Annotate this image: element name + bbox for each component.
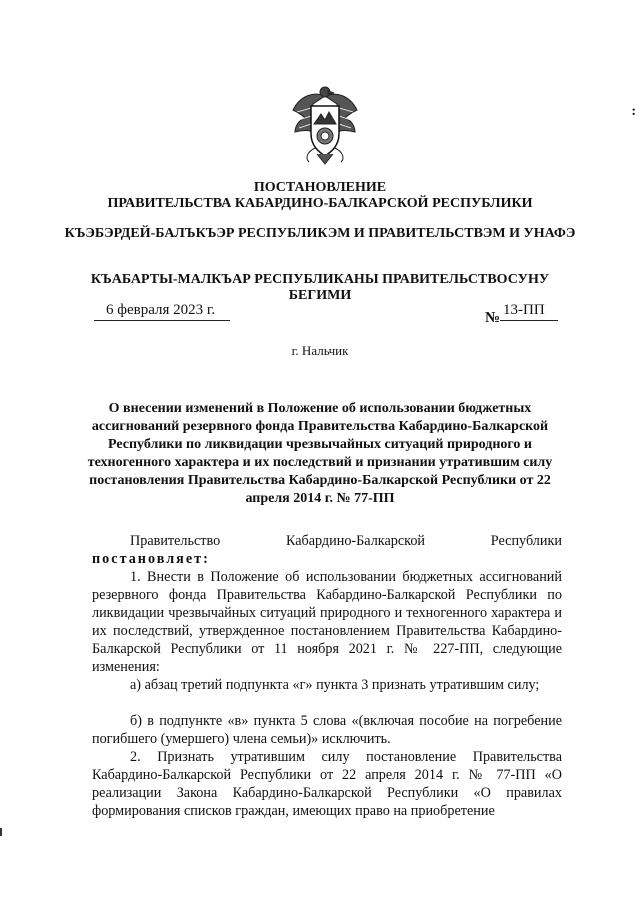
document-number: 13-ПП: [503, 302, 545, 318]
intro-word-1: Правительство: [130, 533, 221, 549]
paragraph-1a: а) абзац третий подпункта «г» пункта 3 признать утратившим силу;: [130, 677, 540, 693]
margin-mark: :: [631, 104, 636, 119]
issuing-authority-ru: ПРАВИТЕЛЬСТВА КАБАРДИНО-БАЛКАРСКОЙ РЕСПУБЛИКИ: [107, 196, 533, 211]
resolves-word: постановляет:: [92, 551, 210, 567]
document-date: 6 февраля 2023 г.: [106, 302, 216, 318]
intro-word-2: Кабардино-Балкарской: [285, 533, 426, 549]
intro-word-3: Республики: [490, 533, 562, 549]
number-underline: [500, 320, 558, 321]
coat-of-arms-emblem: [287, 82, 363, 166]
document-subject: О внесении изменений в Положение об использовании бюджетных ассигнований резервного фонда Правительства Кабардино-Балкарской Республики по ликвидации чрезвычайных ситуаций природного и техногенного характера и их последствий и признании утратившим силу постановления Правительства Кабардино-Балкарской Республики от 22 апреля 2014 г. № 77-ПП: [87, 401, 553, 506]
city-of-issue: г. Нальчик: [291, 343, 349, 358]
document-type-title: ПОСТАНОВЛЕНИЕ: [253, 180, 387, 195]
resolution-intro: [92, 532, 562, 568]
intro-line: [92, 532, 562, 550]
scan-edge-mark: [0, 828, 2, 836]
paragraph-1b: б) в подпункте «в» пункта 5 слова «(включая пособие на погребение погибшего (умершего) члена семьи)» исключить.: [92, 713, 562, 747]
paragraph-1: 1. Внести в Положение об использовании бюджетных ассигнований резервного фонда Правительства Кабардино-Балкарской Республики по ликвидации чрезвычайных ситуаций природного и техногенного характера и их последствий, утвержденное постановлением Правительства Кабардино-Балкарской Республики от 11 ноября 2021 г. № 227-ПП, следующие изменения:: [92, 569, 562, 675]
number-sign: №: [485, 310, 501, 326]
paragraph-2: 2. Признать утратившим силу постановление Правительства Кабардино-Балкарской Республики от 22 апреля 2014 г. № 77-ПП «О реализации Закона Кабардино-Балкарской Республики «О правилах формирования списков граждан, имеющих право на приобретение: [92, 749, 562, 819]
issuing-authority-kbd: КЪЭБЭРДЕЙ-БАЛЪКЪЭР РЕСПУБЛИКЭМ И ПРАВИТЕЛЬСТВЭМ И УНАФЭ: [64, 226, 576, 241]
issuing-authority-krc: КЪАБАРТЫ-МАЛКЪАР РЕСПУБЛИКАНЫ ПРАВИТЕЛЬСТВОСУНУ БЕГИМИ: [90, 272, 550, 303]
date-underline: [94, 320, 230, 321]
